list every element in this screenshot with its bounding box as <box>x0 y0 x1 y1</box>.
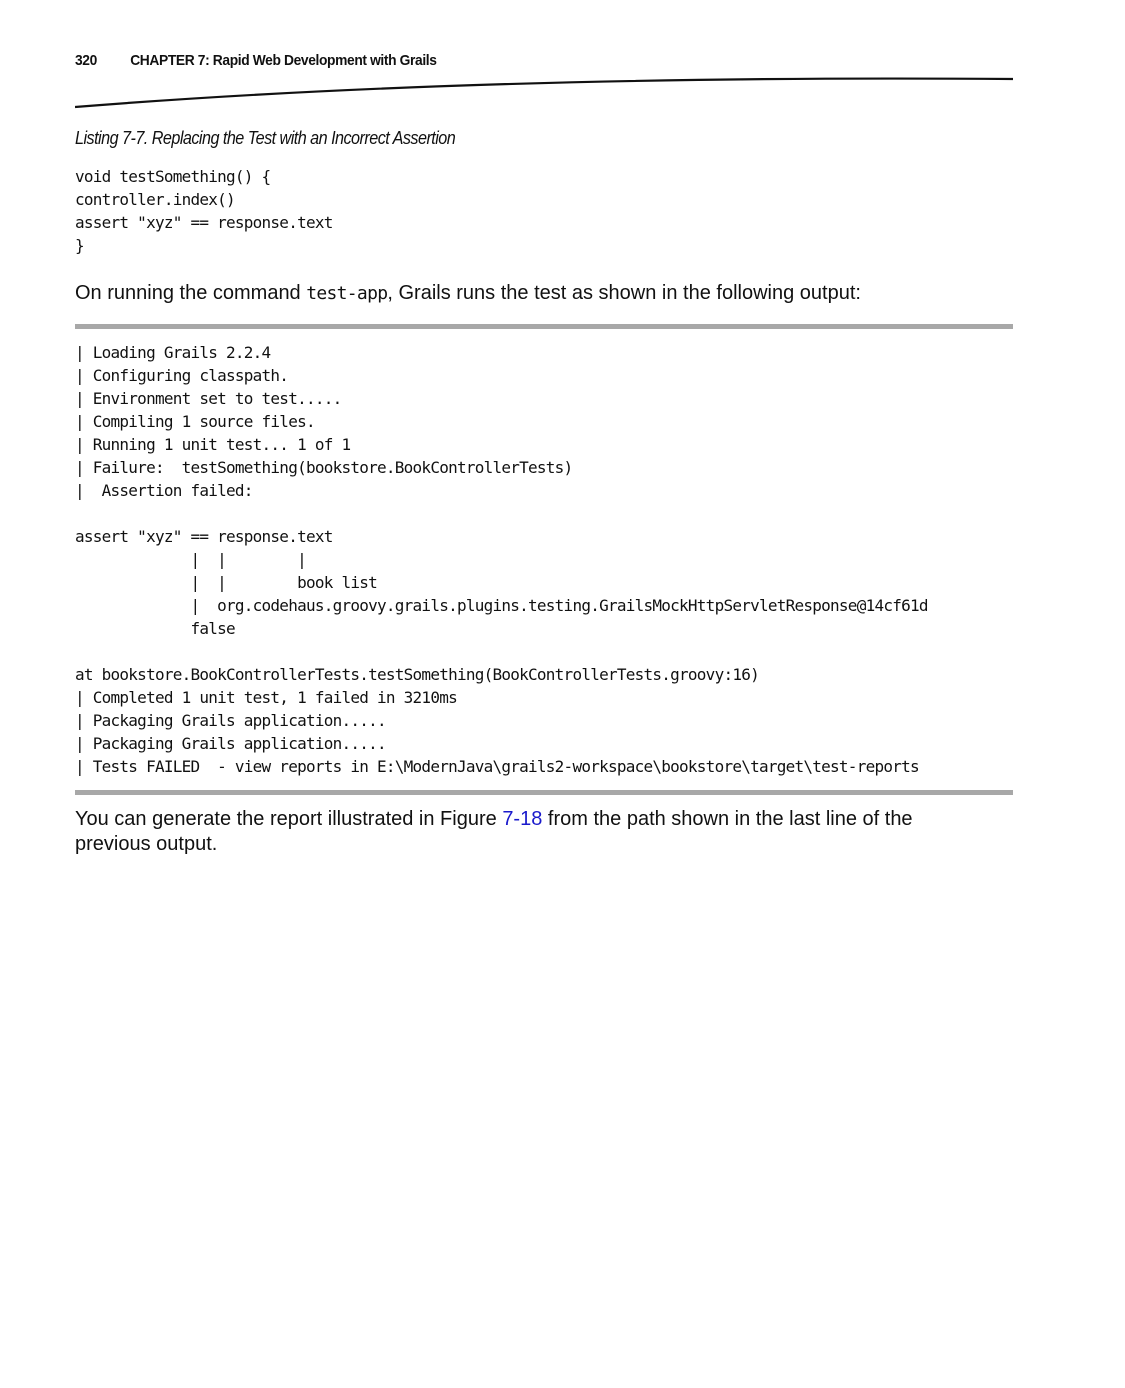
output-line: | Packaging Grails application..... <box>75 734 386 753</box>
figure-link[interactable]: 7-18 <box>502 808 543 830</box>
listing-caption: Listing 7-7. Replacing the Test with an Incorrect Assertion <box>75 128 456 148</box>
output-line: | Completed 1 unit test, 1 failed in 3210ms <box>75 688 457 707</box>
output-line: | Assertion failed: <box>75 481 253 500</box>
listing-code-block <box>75 165 333 257</box>
output-line: assert "xyz" == response.text <box>75 527 333 546</box>
output-line: | Compiling 1 source files. <box>75 412 315 431</box>
header-rule-curve <box>75 70 1015 114</box>
code-line: void testSomething() { <box>75 167 271 186</box>
paragraph-text: You can generate the report illustrated in Figure <box>75 808 503 830</box>
output-line: | Tests FAILED - view reports in E:\ModernJava\grails2-workspace\bookstore\target\test-reports <box>75 757 919 776</box>
code-line: controller.index() <box>75 190 235 209</box>
code-line: } <box>75 236 84 255</box>
output-line: | | book list <box>75 573 378 592</box>
inline-code: test-app <box>306 283 388 304</box>
output-line <box>75 502 928 525</box>
code-line: assert "xyz" == response.text <box>75 213 333 232</box>
output-line: at bookstore.BookControllerTests.testSomething(BookControllerTests.groovy:16) <box>75 665 759 684</box>
output-line <box>75 640 928 663</box>
paragraph-report <box>75 807 975 857</box>
output-line: | Environment set to test..... <box>75 389 342 408</box>
paragraph-text: On running the command <box>75 282 307 304</box>
console-output-block <box>75 324 1013 795</box>
output-line: | Running 1 unit test... 1 of 1 <box>75 435 351 454</box>
paragraph-text: from the path shown in the last line of the previous output. <box>75 808 913 855</box>
output-line: | Failure: testSomething(bookstore.BookControllerTests) <box>75 458 573 477</box>
output-line: | | | <box>75 550 306 569</box>
book-page <box>75 0 1015 1388</box>
page-number: 320 <box>75 52 97 69</box>
chapter-title: CHAPTER 7: Rapid Web Development with Grails <box>130 52 437 69</box>
output-line: | Packaging Grails application..... <box>75 711 386 730</box>
paragraph-test-app <box>75 281 975 306</box>
output-line: | Loading Grails 2.2.4 <box>75 343 271 362</box>
output-line: false <box>75 619 235 638</box>
paragraph-text: , Grails runs the test as shown in the following output: <box>387 282 861 304</box>
console-output <box>75 341 928 778</box>
output-line: | Configuring classpath. <box>75 366 289 385</box>
output-line: | org.codehaus.groovy.grails.plugins.testing.GrailsMockHttpServletResponse@14cf61d <box>75 596 928 615</box>
